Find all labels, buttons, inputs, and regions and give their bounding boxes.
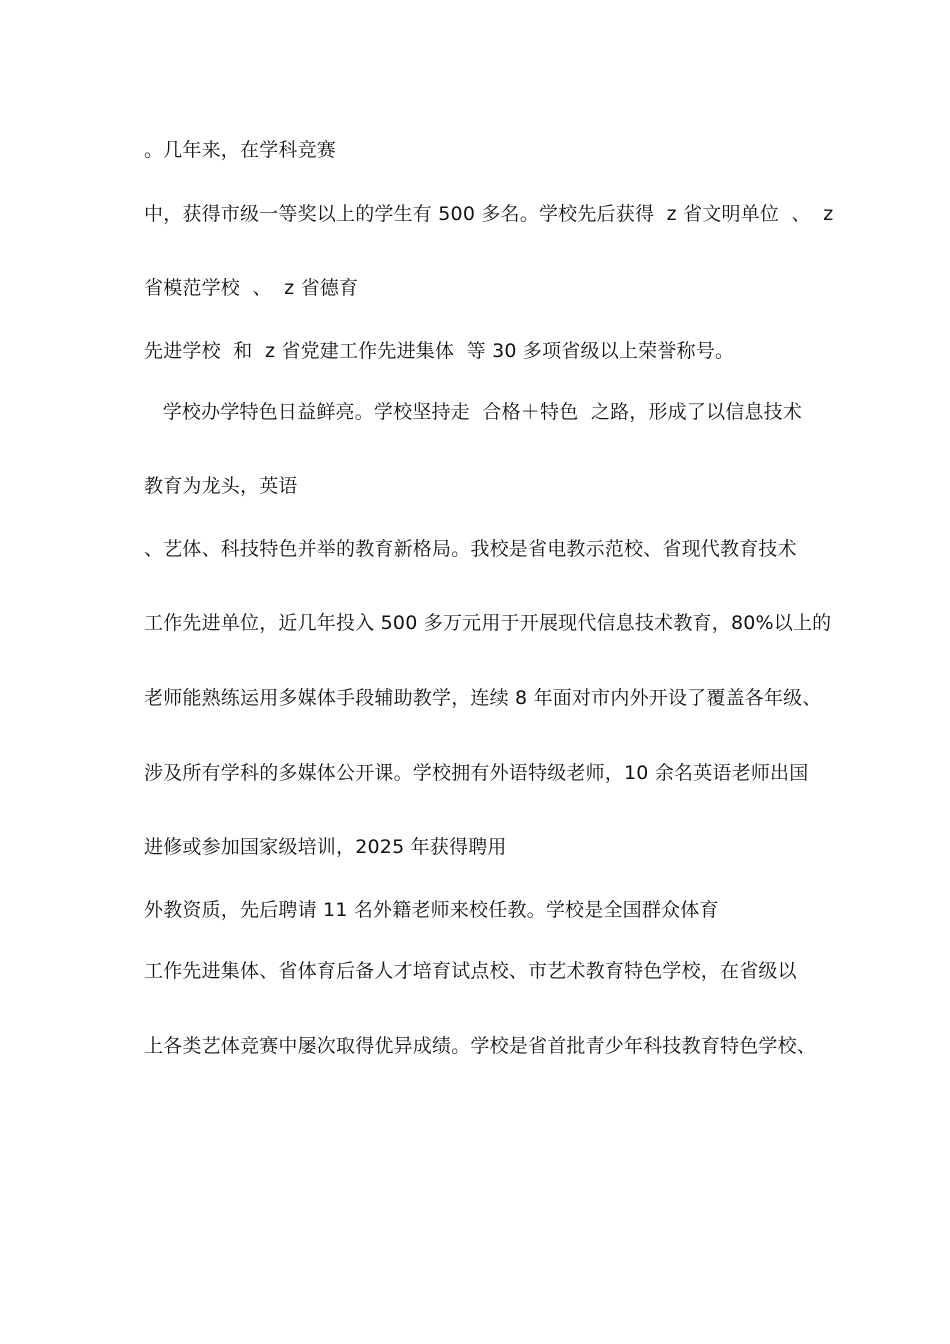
paragraph-line: 涉及所有学科的多媒体公开课。学校拥有外语特级老师，10 余名英语老师出国 xyxy=(144,762,809,784)
paragraph-line: 教育为龙头，英语 xyxy=(144,475,298,497)
paragraph-line: 中，获得市级一等奖以上的学生有 500 多名。学校先后获得 z 省文明单位 、 z xyxy=(144,203,834,225)
paragraph-line: 先进学校 和 z 省党建工作先进集体 等 30 多项省级以上荣誉称号。 xyxy=(144,340,735,362)
paragraph-line: 上各类艺体竞赛中屡次取得优异成绩。学校是省首批青少年科技教育特色学校、 xyxy=(144,1035,817,1057)
paragraph-line: 工作先进集体、省体育后备人才培育试点校、市艺术教育特色学校，在省级以 xyxy=(144,960,797,982)
paragraph-line: 老师能熟练运用多媒体手段辅助教学，连续 8 年面对市内外开设了覆盖各年级、 xyxy=(144,687,822,709)
paragraph-line: 外教资质，先后聘请 11 名外籍老师来校任教。学校是全国群众体育 xyxy=(144,899,719,921)
paragraph-line: 工作先进单位，近几年投入 500 多万元用于开展现代信息技术教育，80%以上的 xyxy=(144,612,832,634)
paragraph-line: 、艺体、科技特色并举的教育新格局。我校是省电教示范校、省现代教育技术 xyxy=(144,538,797,560)
paragraph-line: 省模范学校 、 z 省德育 xyxy=(144,277,359,299)
paragraph-line: 进修或参加国家级培训，2025 年获得聘用 xyxy=(144,836,507,858)
paragraph-line: 学校办学特色日益鲜亮。学校坚持走 合格＋特色 之路，形成了以信息技术 xyxy=(144,401,803,423)
paragraph-line: 。几年来，在学科竞赛 xyxy=(144,139,337,161)
